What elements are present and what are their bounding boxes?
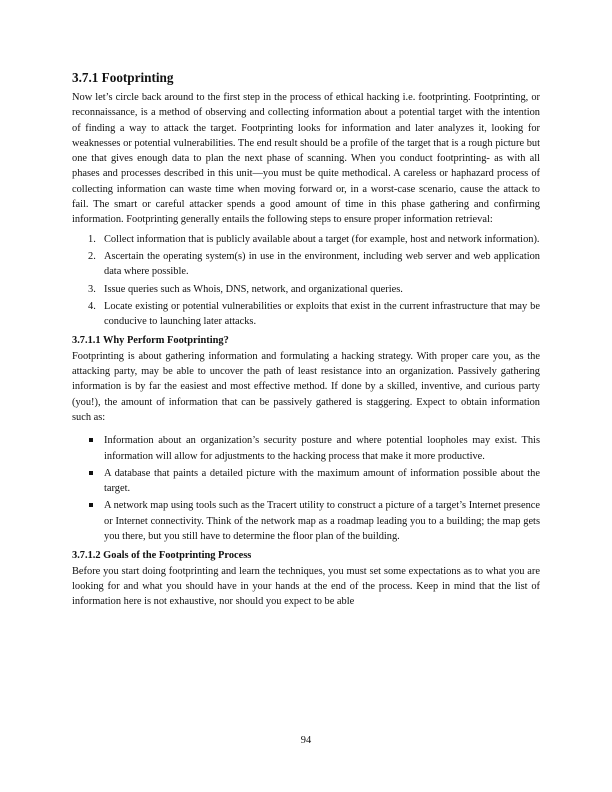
page-content xyxy=(72,70,540,610)
list-item xyxy=(72,299,540,330)
list-number: 2. xyxy=(88,250,96,262)
list-number: 4. xyxy=(88,300,96,312)
steps-list xyxy=(72,232,540,330)
list-item xyxy=(72,498,540,544)
list-item xyxy=(72,433,540,464)
list-item-text: Ascertain the operating system(s) in use in the environment, including web server and web application data where possible. xyxy=(104,250,540,278)
list-item-text: Collect information that is publicly available about a target (for example, host and network information). xyxy=(104,233,540,245)
section-intro: Now let’s circle back around to the first step in the process of ethical hacking i.e. footprinting. Footprinting, or reconnaissance, is a method of observing and collecting information about a potential target with the intention of finding a way to attack the target. Footprinting looks for information and later analyzes it, looking for weaknesses or potential vulnerabilities. The end result should be a profile of the target that is a rough picture but one that gives enough data to plan the next phase of scanning. When you conduct footprinting- as with all phases and processes described in this unit—you must be quite methodical. A careless or haphazard process of collecting information can waste time when moving forward or, in a worst-case scenario, cause the attack to fail. The smart or careful attacker spends a good amount of time in this phase gathering and confirming information. Footprinting generally entails the following steps to ensure proper information retrieval: xyxy=(72,92,540,226)
subsection-body-goals: Before you start doing footprinting and learn the techniques, you must set some expectations as to what you are looking for and what you should have in your hands at the end of the process. Keep in mind that the list of information here is not exhaustive, nor should you expect to be able xyxy=(72,565,540,608)
subsection-heading-why: 3.7.1.1 Why Perform Footprinting? xyxy=(72,335,229,347)
list-item xyxy=(72,466,540,497)
list-number: 1. xyxy=(88,233,96,245)
bullet-icon xyxy=(89,438,93,442)
bullet-list xyxy=(72,433,540,544)
subsection-heading-goals: 3.7.1.2 Goals of the Footprinting Process xyxy=(72,550,252,562)
list-item-text: A network map using tools such as the Tracert utility to construct a picture of a target’s Internet presence or Internet connectivity. Think of the network map as a roadmap leading you to a building; the map gets you there, but you still have to determine the floor plan of the building. xyxy=(104,500,540,543)
section-heading: 3.7.1 Footprinting xyxy=(72,70,174,85)
bullet-icon xyxy=(89,471,93,475)
bullet-icon xyxy=(89,503,93,507)
list-item-text: Locate existing or potential vulnerabilities or exploits that exist in the current infrastructure that may be conducive to launching later attacks. xyxy=(104,300,540,328)
list-number: 3. xyxy=(88,283,96,295)
list-item xyxy=(72,282,540,297)
list-item xyxy=(72,232,540,247)
list-item-text: Information about an organization’s security posture and where potential loopholes may exist. This information will allow for adjustments to the hacking process that make it more productive. xyxy=(104,435,540,462)
page-number: 94 xyxy=(300,735,312,746)
list-item-text: A database that paints a detailed picture with the maximum amount of information possible about the target. xyxy=(104,467,540,495)
subsection-body-why: Footprinting is about gathering information and formulating a hacking strategy. With proper care you, as the attacking party, may be able to uncover the path of least resistance into an organization. Passively gathering information is by far the easiest and most effective method. If done by a skilled, inventive, and curious party (you!), the amount of information that can be passively gathered is staggering. Expect to obtain information such as: xyxy=(72,350,540,423)
list-item xyxy=(72,249,540,280)
list-item-text: Issue queries such as Whois, DNS, network, and organizational queries. xyxy=(104,283,403,295)
